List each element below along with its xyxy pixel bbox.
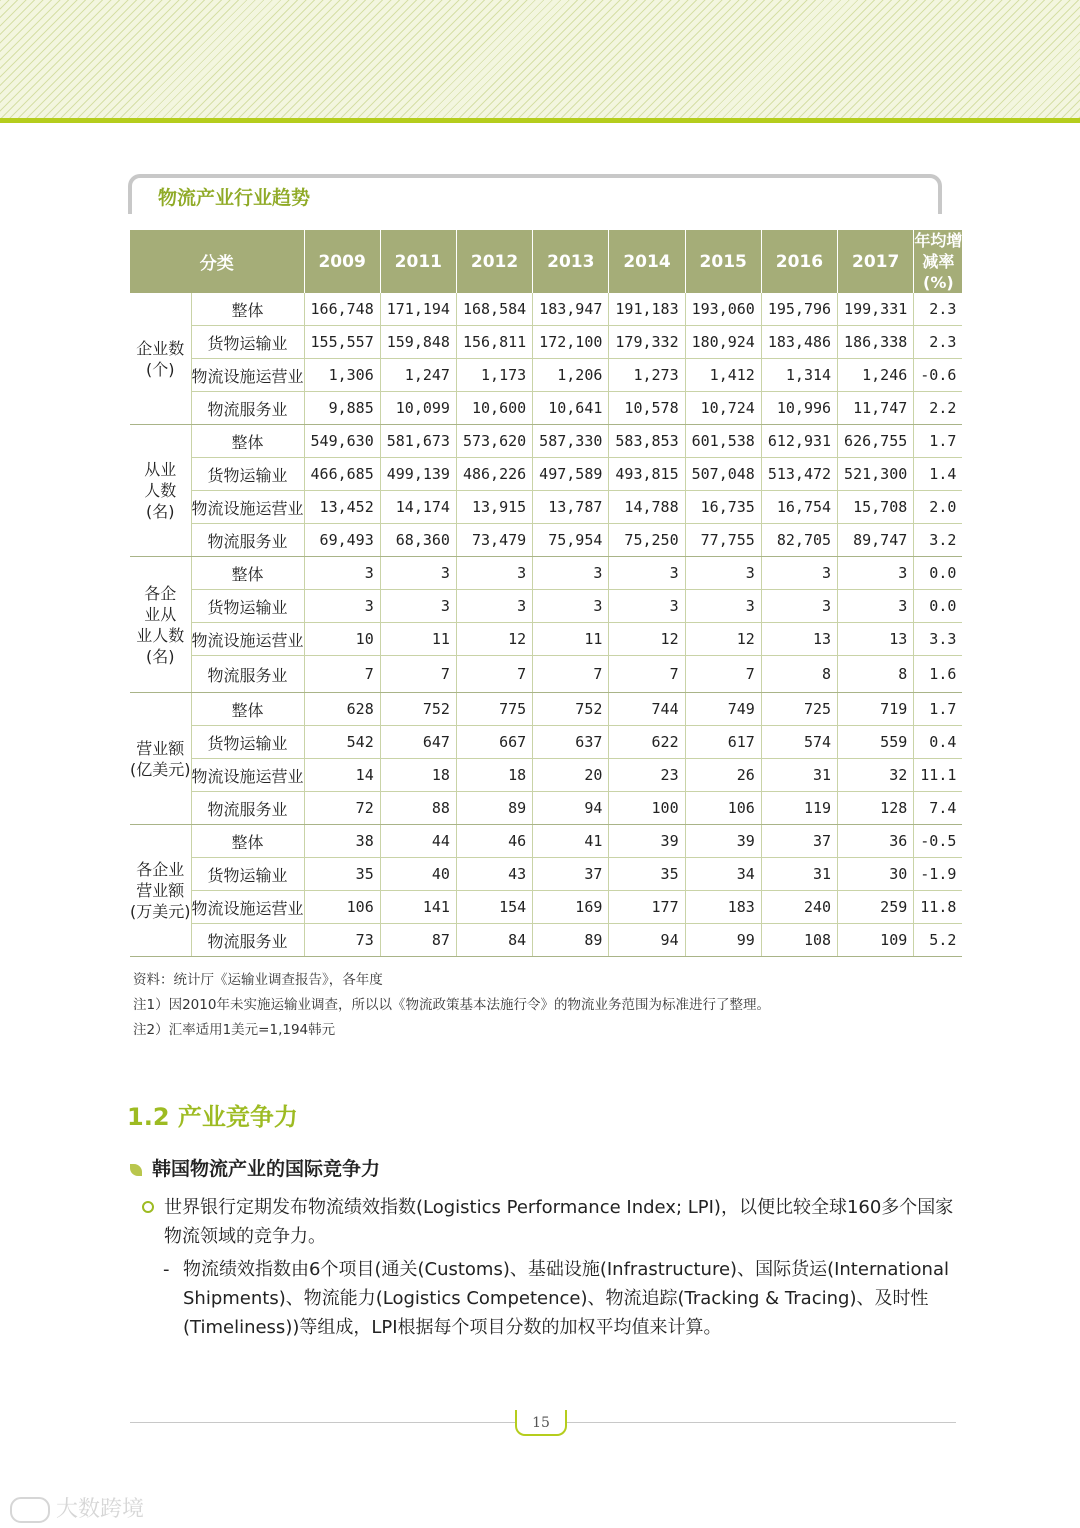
rate-cell: 0.0: [914, 590, 963, 623]
header-year: 2017: [838, 230, 914, 293]
value-cell: 486,226: [456, 458, 532, 491]
value-cell: 499,139: [380, 458, 456, 491]
value-cell: 106: [685, 792, 761, 825]
value-cell: 68,360: [380, 524, 456, 557]
value-cell: 94: [533, 792, 609, 825]
table-row: [130, 858, 962, 891]
value-cell: 69,493: [304, 524, 380, 557]
group-label-line: 企业数: [136, 338, 185, 358]
value-cell: 186,338: [838, 326, 914, 359]
value-cell: 3: [380, 590, 456, 623]
dash-text: 物流绩效指数由6个项目(通关(Customs)、基础设施(Infrastructure)、国际货运(International Shipments)、物流能力(Logistics Competence)、物流追踪(Tracking & Tracing)、及时性(Timeliness))等组成，LPI根据每个项目分数的加权平均值来计算。: [183, 1259, 949, 1338]
value-cell: 155,557: [304, 326, 380, 359]
value-cell: 10,600: [456, 392, 532, 425]
value-cell: 89: [533, 924, 609, 957]
value-cell: 749: [685, 693, 761, 726]
subcategory-cell: 物流设施运营业: [191, 891, 304, 924]
value-cell: 3: [838, 590, 914, 623]
value-cell: 46: [456, 825, 532, 858]
value-cell: 1,206: [533, 359, 609, 392]
rate-cell: 11.1: [914, 759, 963, 792]
value-cell: 75,954: [533, 524, 609, 557]
value-cell: 3: [456, 557, 532, 590]
value-cell: 94: [609, 924, 685, 957]
header-year: 2011: [380, 230, 456, 293]
value-cell: 73,479: [456, 524, 532, 557]
table-row: [130, 792, 962, 825]
value-cell: 88: [380, 792, 456, 825]
header-year: 2009: [304, 230, 380, 293]
leaf-icon: [130, 1164, 142, 1176]
value-cell: 36: [838, 825, 914, 858]
group-label: [130, 693, 191, 825]
value-cell: 667: [456, 726, 532, 759]
value-cell: 18: [380, 759, 456, 792]
watermark-text: 大数跨境: [56, 1497, 145, 1522]
value-cell: 3: [533, 590, 609, 623]
table-row: [130, 491, 962, 524]
value-cell: 199,331: [838, 293, 914, 326]
value-cell: 179,332: [609, 326, 685, 359]
value-cell: 35: [304, 858, 380, 891]
group-label-line: 业人数: [136, 625, 185, 645]
value-cell: 1,247: [380, 359, 456, 392]
value-cell: 39: [609, 825, 685, 858]
subcategory-cell: 物流服务业: [191, 392, 304, 425]
value-cell: 9,885: [304, 392, 380, 425]
subcategory-cell: 货物运输业: [191, 858, 304, 891]
subcategory-cell: 物流设施运营业: [191, 623, 304, 656]
table-notes: [133, 968, 770, 1043]
value-cell: 44: [380, 825, 456, 858]
value-cell: 7: [456, 656, 532, 693]
circle-bullet-icon: [142, 1201, 154, 1213]
group-label-line: (个): [146, 359, 175, 379]
value-cell: 180,924: [685, 326, 761, 359]
dash-paragraph: [163, 1255, 963, 1342]
table-row: [130, 759, 962, 792]
subcategory-cell: 整体: [191, 293, 304, 326]
rate-cell: 1.7: [914, 425, 963, 458]
value-cell: 10: [304, 623, 380, 656]
value-cell: 13: [838, 623, 914, 656]
group-label-line: (名): [146, 502, 175, 521]
value-cell: 13,787: [533, 491, 609, 524]
group-label-line: 各企: [144, 583, 177, 603]
bullet-text: 世界银行定期发布物流绩效指数(Logistics Performance Index; LPI)，以便比较全球160多个国家物流领域的竞争力。: [164, 1197, 954, 1247]
rate-cell: 2.0: [914, 491, 963, 524]
value-cell: 16,754: [761, 491, 837, 524]
value-cell: 119: [761, 792, 837, 825]
value-cell: 11,747: [838, 392, 914, 425]
value-cell: 20: [533, 759, 609, 792]
value-cell: 493,815: [609, 458, 685, 491]
value-cell: 622: [609, 726, 685, 759]
value-cell: 26: [685, 759, 761, 792]
value-cell: 10,099: [380, 392, 456, 425]
value-cell: 13,452: [304, 491, 380, 524]
value-cell: 513,472: [761, 458, 837, 491]
table-row: [130, 891, 962, 924]
value-cell: 7: [609, 656, 685, 693]
rate-cell: 0.4: [914, 726, 963, 759]
table-row: [130, 293, 962, 326]
value-cell: 11: [380, 623, 456, 656]
value-cell: 15,708: [838, 491, 914, 524]
value-cell: 752: [380, 693, 456, 726]
value-cell: 32: [838, 759, 914, 792]
rate-cell: -0.6: [914, 359, 963, 392]
bullet-paragraph: [142, 1193, 962, 1251]
value-cell: 466,685: [304, 458, 380, 491]
value-cell: 41: [533, 825, 609, 858]
value-cell: 73: [304, 924, 380, 957]
value-cell: 725: [761, 693, 837, 726]
value-cell: 7: [685, 656, 761, 693]
value-cell: 3: [456, 590, 532, 623]
rate-cell: 0.0: [914, 557, 963, 590]
value-cell: 3: [761, 557, 837, 590]
header-accent-line: [0, 118, 1080, 123]
value-cell: 617: [685, 726, 761, 759]
value-cell: 775: [456, 693, 532, 726]
header-category: 分类: [130, 230, 304, 293]
value-cell: 30: [838, 858, 914, 891]
value-cell: 14,174: [380, 491, 456, 524]
header-year: 2015: [685, 230, 761, 293]
value-cell: 106: [304, 891, 380, 924]
rate-cell: 2.2: [914, 392, 963, 425]
value-cell: 8: [838, 656, 914, 693]
subheading: [130, 1154, 380, 1181]
value-cell: 1,314: [761, 359, 837, 392]
value-cell: 159,848: [380, 326, 456, 359]
value-cell: 12: [456, 623, 532, 656]
group-label-line: 营业额: [136, 881, 185, 900]
value-cell: 549,630: [304, 425, 380, 458]
header-rate: [914, 230, 963, 293]
watermark-logo-icon: [10, 1497, 50, 1523]
value-cell: 16,735: [685, 491, 761, 524]
value-cell: 84: [456, 924, 532, 957]
rate-cell: 11.8: [914, 891, 963, 924]
value-cell: 612,931: [761, 425, 837, 458]
value-cell: 7: [380, 656, 456, 693]
group-label-line: 营业额: [136, 738, 185, 758]
value-cell: 108: [761, 924, 837, 957]
value-cell: 3: [761, 590, 837, 623]
subcategory-cell: 货物运输业: [191, 458, 304, 491]
value-cell: 1,246: [838, 359, 914, 392]
subheading-text: 韩国物流产业的国际竞争力: [152, 1158, 381, 1180]
table-body: [130, 293, 962, 957]
value-cell: 38: [304, 825, 380, 858]
value-cell: 166,748: [304, 293, 380, 326]
value-cell: 14,788: [609, 491, 685, 524]
value-cell: 72: [304, 792, 380, 825]
value-cell: 37: [533, 858, 609, 891]
value-cell: 1,412: [685, 359, 761, 392]
value-cell: 497,589: [533, 458, 609, 491]
rate-cell: 2.3: [914, 293, 963, 326]
value-cell: 89: [456, 792, 532, 825]
subcategory-cell: 整体: [191, 557, 304, 590]
table-row: [130, 524, 962, 557]
table-row: [130, 425, 962, 458]
subcategory-cell: 物流设施运营业: [191, 759, 304, 792]
value-cell: 542: [304, 726, 380, 759]
rate-cell: 7.4: [914, 792, 963, 825]
value-cell: 3: [685, 557, 761, 590]
header-rate-line2: 减率(%): [922, 252, 955, 292]
subcategory-cell: 货物运输业: [191, 726, 304, 759]
subcategory-cell: 整体: [191, 693, 304, 726]
table-row: [130, 656, 962, 693]
table-row: [130, 326, 962, 359]
subcategory-cell: 货物运输业: [191, 590, 304, 623]
value-cell: 128: [838, 792, 914, 825]
group-label: [130, 557, 191, 693]
value-cell: 191,183: [609, 293, 685, 326]
table-title: 物流产业行业趋势: [150, 183, 318, 210]
table-row: [130, 392, 962, 425]
value-cell: 8: [761, 656, 837, 693]
value-cell: 11: [533, 623, 609, 656]
value-cell: 3: [838, 557, 914, 590]
value-cell: 100: [609, 792, 685, 825]
value-cell: 1,306: [304, 359, 380, 392]
table-row: [130, 693, 962, 726]
value-cell: 156,811: [456, 326, 532, 359]
value-cell: 193,060: [685, 293, 761, 326]
header-pattern-band: [0, 0, 1080, 118]
page-number: 15: [532, 1415, 550, 1431]
table-row: [130, 726, 962, 759]
value-cell: 39: [685, 825, 761, 858]
table-row: [130, 590, 962, 623]
value-cell: 23: [609, 759, 685, 792]
value-cell: 7: [304, 656, 380, 693]
value-cell: 559: [838, 726, 914, 759]
value-cell: 507,048: [685, 458, 761, 491]
group-label-line: 从业: [144, 460, 177, 479]
rate-cell: -0.5: [914, 825, 963, 858]
value-cell: 521,300: [838, 458, 914, 491]
header-rate-line1: 年均增: [914, 231, 963, 250]
value-cell: 34: [685, 858, 761, 891]
group-label-line: (万美元): [130, 902, 191, 921]
section-heading: 1.2 产业竞争力: [127, 1103, 298, 1131]
value-cell: 752: [533, 693, 609, 726]
table-row: [130, 359, 962, 392]
subcategory-cell: 物流设施运营业: [191, 359, 304, 392]
value-cell: 573,620: [456, 425, 532, 458]
subcategory-cell: 物流服务业: [191, 656, 304, 693]
value-cell: 3: [609, 590, 685, 623]
value-cell: 99: [685, 924, 761, 957]
value-cell: 82,705: [761, 524, 837, 557]
group-label-line: (亿美元): [130, 759, 191, 779]
value-cell: 574: [761, 726, 837, 759]
group-label: [130, 293, 191, 425]
value-cell: 3: [609, 557, 685, 590]
value-cell: 183: [685, 891, 761, 924]
value-cell: 601,538: [685, 425, 761, 458]
value-cell: 31: [761, 858, 837, 891]
value-cell: 10,724: [685, 392, 761, 425]
subcategory-cell: 整体: [191, 425, 304, 458]
value-cell: 647: [380, 726, 456, 759]
table-row: [130, 924, 962, 957]
group-label-line: (名): [146, 646, 175, 666]
value-cell: 195,796: [761, 293, 837, 326]
rate-cell: -1.9: [914, 858, 963, 891]
value-cell: 3: [304, 590, 380, 623]
header-year: 2013: [533, 230, 609, 293]
value-cell: 581,673: [380, 425, 456, 458]
note-1: 注1）因2010年未实施运输业调查，所以以《物流政策基本法施行令》的物流业务范围为标准进行了整理。: [133, 997, 770, 1013]
table-header-row: [130, 230, 962, 293]
value-cell: 168,584: [456, 293, 532, 326]
rate-cell: 1.7: [914, 693, 963, 726]
header-year: 2016: [761, 230, 837, 293]
dash-mark: -: [163, 1259, 170, 1280]
table-row: [130, 458, 962, 491]
rate-cell: 3.3: [914, 623, 963, 656]
value-cell: 18: [456, 759, 532, 792]
note-source: 资料：统计厅《运输业调查报告》，各年度: [133, 972, 383, 988]
value-cell: 87: [380, 924, 456, 957]
value-cell: 183,486: [761, 326, 837, 359]
value-cell: 37: [761, 825, 837, 858]
value-cell: 7: [533, 656, 609, 693]
value-cell: 141: [380, 891, 456, 924]
value-cell: 3: [685, 590, 761, 623]
table-row: [130, 623, 962, 656]
value-cell: 10,996: [761, 392, 837, 425]
value-cell: 43: [456, 858, 532, 891]
table-row: [130, 557, 962, 590]
value-cell: 14: [304, 759, 380, 792]
subcategory-cell: 物流服务业: [191, 524, 304, 557]
subcategory-cell: 货物运输业: [191, 326, 304, 359]
subcategory-cell: 物流服务业: [191, 792, 304, 825]
value-cell: 10,641: [533, 392, 609, 425]
value-cell: 719: [838, 693, 914, 726]
rate-cell: 3.2: [914, 524, 963, 557]
value-cell: 177: [609, 891, 685, 924]
subcategory-cell: 物流服务业: [191, 924, 304, 957]
value-cell: 583,853: [609, 425, 685, 458]
value-cell: 75,250: [609, 524, 685, 557]
group-label-line: 业从: [144, 604, 177, 624]
rate-cell: 5.2: [914, 924, 963, 957]
group-label-line: 人数: [144, 481, 177, 500]
rate-cell: 1.6: [914, 656, 963, 693]
group-label: [130, 825, 191, 957]
rate-cell: 1.4: [914, 458, 963, 491]
value-cell: 12: [685, 623, 761, 656]
value-cell: 3: [380, 557, 456, 590]
value-cell: 13,915: [456, 491, 532, 524]
value-cell: 172,100: [533, 326, 609, 359]
header-year: 2014: [609, 230, 685, 293]
table-row: [130, 825, 962, 858]
value-cell: 35: [609, 858, 685, 891]
group-label-line: 各企业: [136, 860, 185, 879]
value-cell: 31: [761, 759, 837, 792]
subcategory-cell: 物流设施运营业: [191, 491, 304, 524]
value-cell: 13: [761, 623, 837, 656]
value-cell: 259: [838, 891, 914, 924]
value-cell: 40: [380, 858, 456, 891]
value-cell: 3: [533, 557, 609, 590]
value-cell: 12: [609, 623, 685, 656]
value-cell: 89,747: [838, 524, 914, 557]
value-cell: 77,755: [685, 524, 761, 557]
note-2: 注2）汇率适用1美元=1,194韩元: [133, 1022, 336, 1038]
value-cell: 154: [456, 891, 532, 924]
value-cell: 240: [761, 891, 837, 924]
value-cell: 637: [533, 726, 609, 759]
logistics-trend-table: [130, 230, 962, 957]
watermark: [10, 1492, 144, 1523]
value-cell: 587,330: [533, 425, 609, 458]
subcategory-cell: 整体: [191, 825, 304, 858]
value-cell: 1,173: [456, 359, 532, 392]
value-cell: 1,273: [609, 359, 685, 392]
value-cell: 628: [304, 693, 380, 726]
value-cell: 3: [304, 557, 380, 590]
value-cell: 183,947: [533, 293, 609, 326]
value-cell: 10,578: [609, 392, 685, 425]
group-label: [130, 425, 191, 557]
value-cell: 109: [838, 924, 914, 957]
value-cell: 171,194: [380, 293, 456, 326]
header-year: 2012: [456, 230, 532, 293]
value-cell: 626,755: [838, 425, 914, 458]
rate-cell: 2.3: [914, 326, 963, 359]
value-cell: 169: [533, 891, 609, 924]
value-cell: 744: [609, 693, 685, 726]
